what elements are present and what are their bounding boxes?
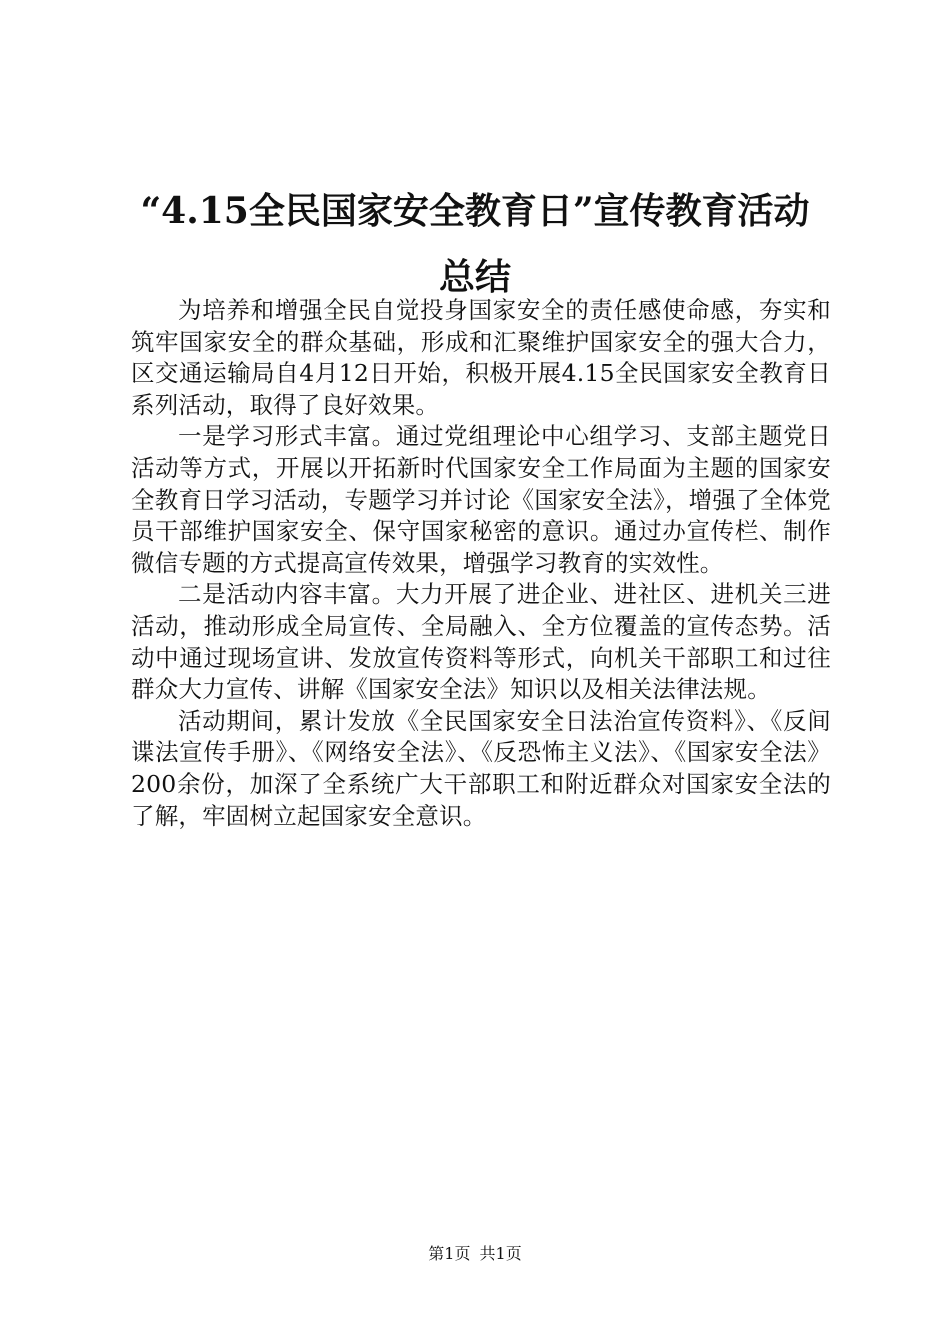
page-number-total: 共1页	[479, 1244, 522, 1263]
document-title	[110, 183, 840, 305]
paragraph-activity-content: 二是活动内容丰富。大力开展了进企业、进社区、进机关三进活动，推动形成全局宣传、全局融入、全方位覆盖的宣传态势。活动中通过现场宣讲、发放宣传资料等形式，向机关干部职工和过往群众大力宣传、讲解《国家安全法》知识以及相关法律法规。	[131, 580, 831, 704]
title-line-1: “4.15全民国家安全教育日”宣传教育活动	[140, 190, 810, 232]
paragraph-distribution: 活动期间，累计发放《全民国家安全日法治宣传资料》、《反间谍法宣传手册》、《网络安全法》、《反恐怖主义法》、《国家安全法》200余份，加深了全系统广大干部职工和附近群众对国家安全法的了解，牢固树立起国家安全意识。	[131, 706, 831, 830]
document-body	[131, 295, 831, 832]
page-footer	[0, 1243, 950, 1265]
paragraph-intro: 为培养和增强全民自觉投身国家安全的责任感使命感，夯实和筑牢国家安全的群众基础，形成和汇聚维护国家安全的强大合力，区交通运输局自4月12日开始，积极开展4.15全民国家安全教育日系列活动，取得了良好效果。	[131, 296, 831, 419]
page-number-current: 第1页	[428, 1244, 471, 1263]
paragraph-study-forms: 一是学习形式丰富。通过党组理论中心组学习、支部主题党日活动等方式，开展以开拓新时代国家安全工作局面为主题的国家安全教育日学习活动，专题学习并讨论《国家安全法》，增强了全体党员干部维护国家安全、保守国家秘密的意识。通过办宣传栏、制作微信专题的方式提高宣传效果，增强学习教育的实效性。	[131, 422, 831, 577]
title-line-2: 总结	[438, 256, 511, 298]
